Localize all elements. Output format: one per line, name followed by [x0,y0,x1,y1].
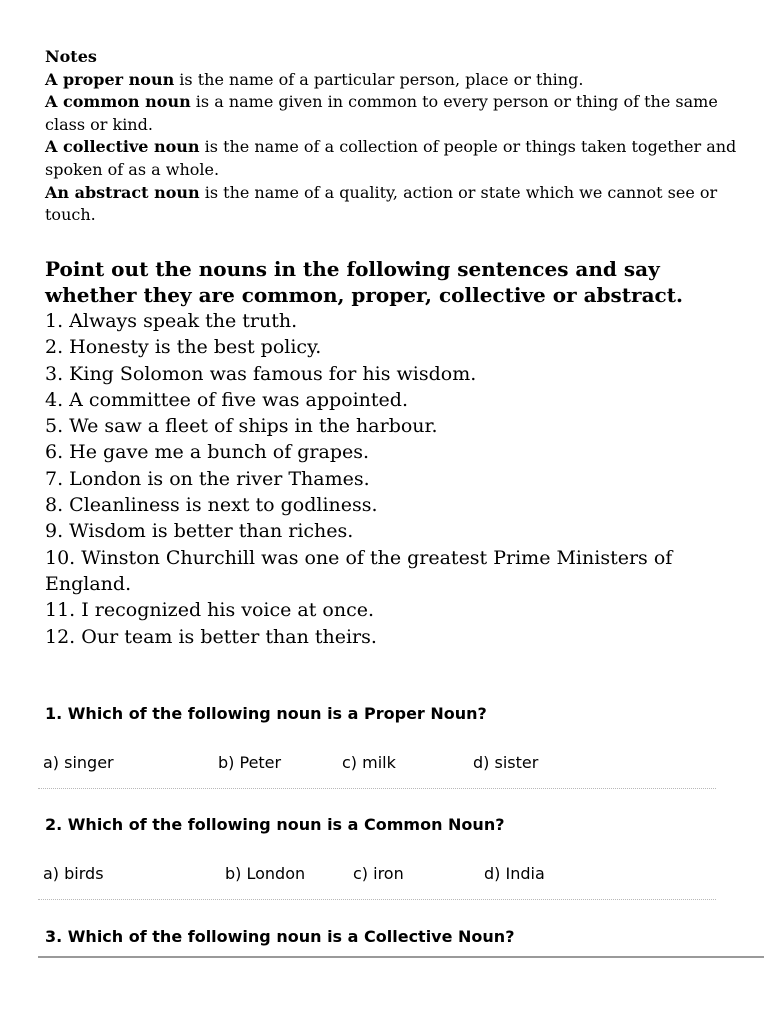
exercise-section [45,256,745,650]
sentence-list [45,308,745,650]
sentence-item: 12. Our team is better than theirs. [45,625,377,648]
exercise-instruction: Point out the nouns in the following sentences and say whether they are common, proper, collective or abstract. [45,257,683,307]
note-abstract-noun [45,182,745,227]
question-2-option-b: b) London [225,864,306,883]
sentence-item: 2. Honesty is the best policy. [45,336,322,359]
notes-section [45,46,745,227]
note-definition: is the name of a particular person, place or thing. [174,69,584,89]
question-divider [38,788,716,789]
question-2-title: 2. Which of the following noun is a Common Noun? [45,815,505,834]
sentence-item: 5. We saw a fleet of ships in the harbour. [45,415,438,438]
question-2-option-c: c) iron [353,864,404,883]
sentence-item: 10. Winston Churchill was one of the greatest Prime Ministers of England. [45,546,673,595]
sentence-item: 3. King Solomon was famous for his wisdom. [45,362,477,385]
sentence-item: 8. Cleanliness is next to godliness. [45,494,378,517]
sentence-item: 9. Wisdom is better than riches. [45,520,354,543]
sentence-item: 7. London is on the river Thames. [45,467,370,490]
sentence-item: 1. Always speak the truth. [45,310,298,332]
note-definition: is a name given in common to every person or thing of the same class or kind. [45,92,718,134]
sentence-item: 4. A committee of five was appointed. [45,388,408,411]
note-term: A proper noun [45,69,175,89]
question-1-option-c: c) milk [342,753,396,772]
question-2-option-a: a) birds [43,864,104,883]
question-divider [38,899,716,900]
question-1-option-a: a) singer [43,753,114,772]
note-term: A collective noun [45,137,200,157]
section-divider [38,956,764,958]
note-term: An abstract noun [45,182,200,202]
note-collective-noun [45,136,745,181]
note-definition: is the name of a quality, action or state which we cannot see or touch. [45,182,718,225]
question-1-option-d: d) sister [473,753,539,772]
sentence-item: 11. I recognized his voice at once. [45,599,375,622]
question-3-title: 3. Which of the following noun is a Collective Noun? [45,927,515,946]
notes-heading: Notes [45,47,97,66]
question-1-title: 1. Which of the following noun is a Proper Noun? [45,704,487,723]
note-proper-noun [45,69,745,92]
note-definition: is the name of a collection of people or things taken together and spoken of as a whole. [45,137,737,179]
note-term: A common noun [45,92,191,112]
question-2-option-d: d) India [484,864,545,883]
question-1-option-b: b) Peter [218,753,282,772]
note-common-noun [45,91,745,136]
sentence-item: 6. He gave me a bunch of grapes. [45,441,370,464]
